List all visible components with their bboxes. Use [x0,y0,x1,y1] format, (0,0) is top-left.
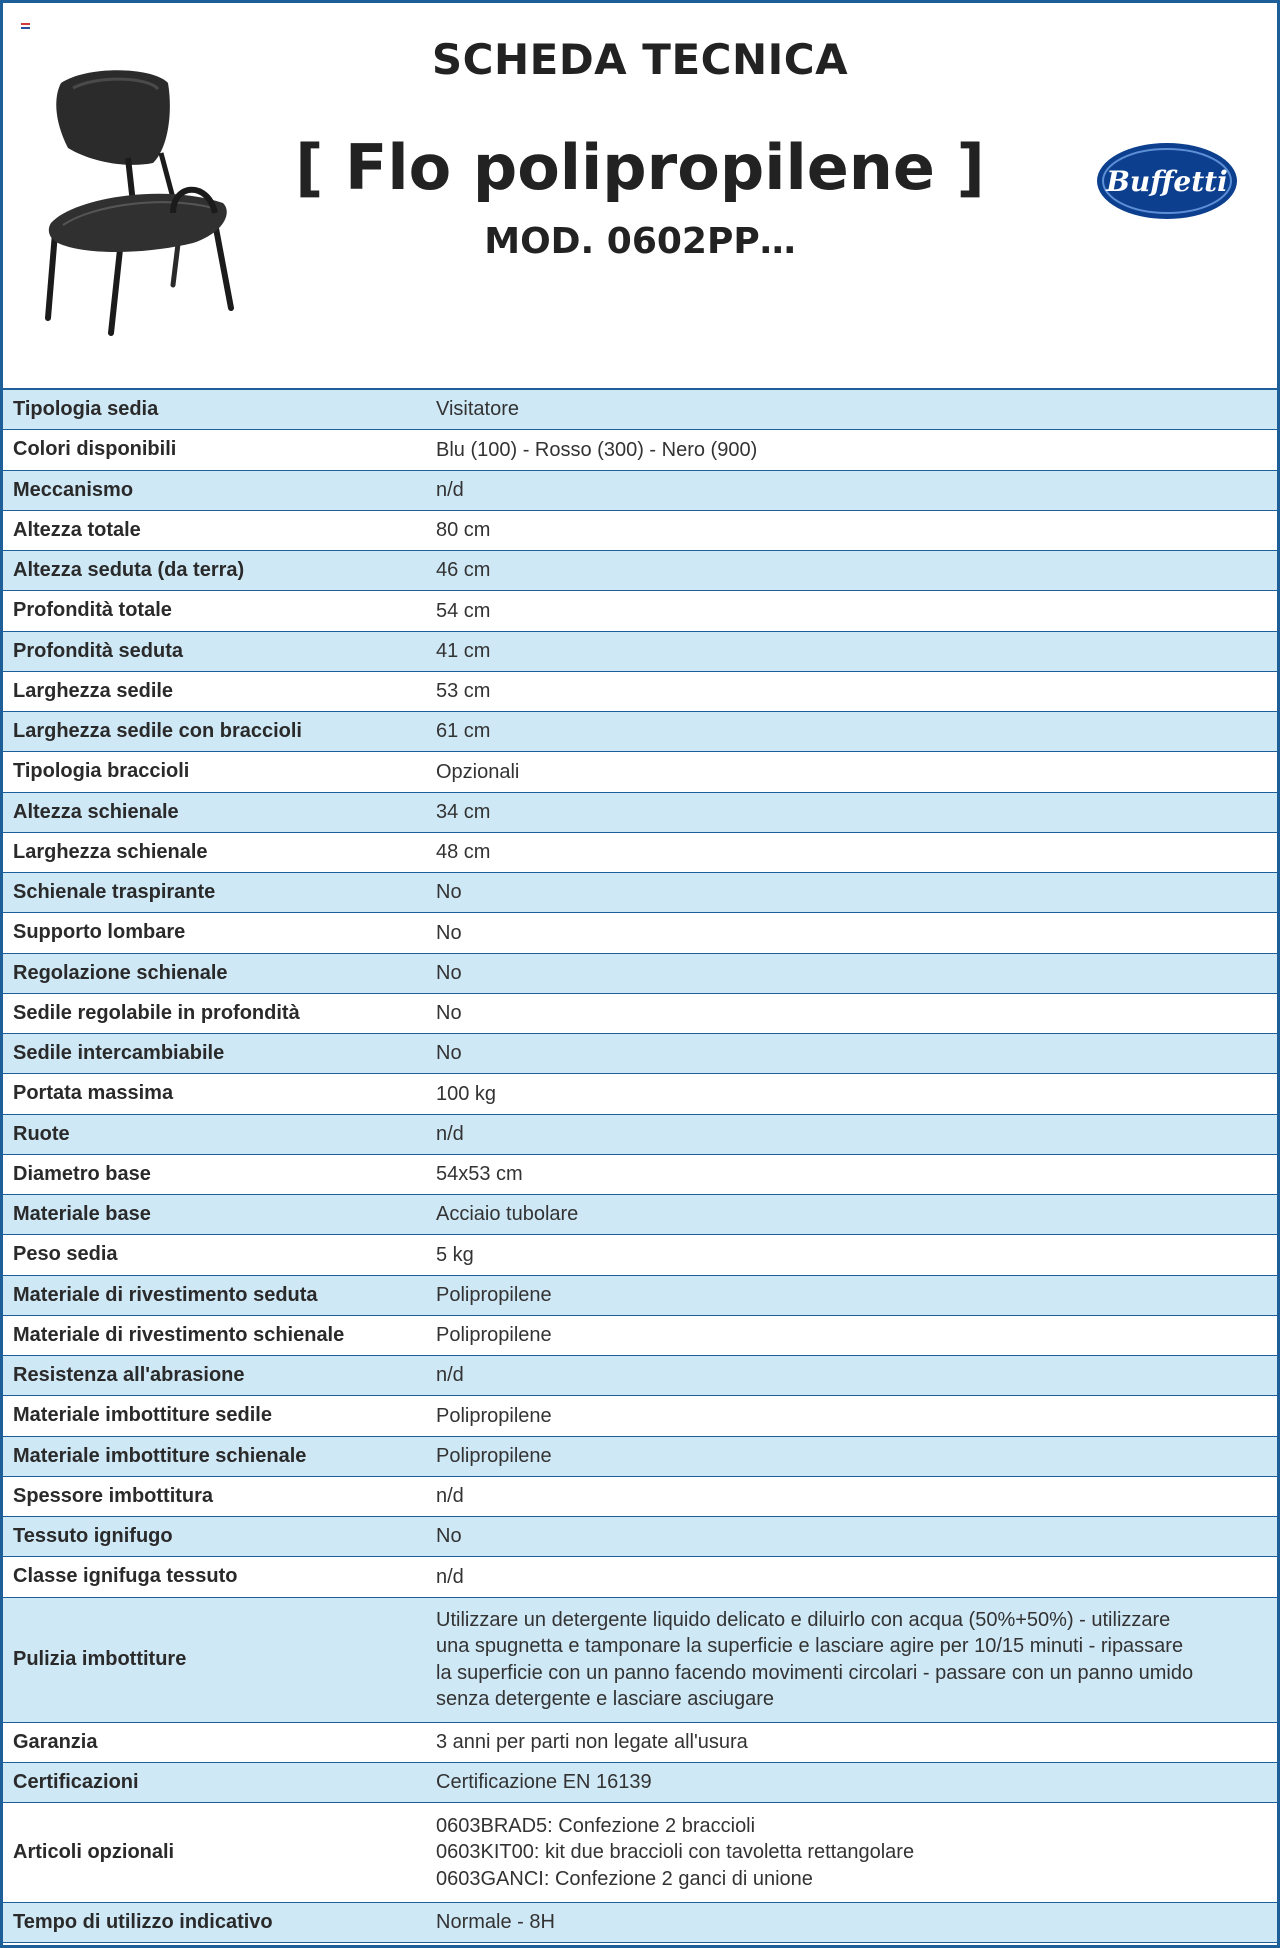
spec-label: Materiale base [13,1203,151,1226]
spec-value: 41 cm [436,639,491,662]
spec-label: Resistenza all'abrasione [13,1364,245,1387]
sheet-title: SCHEDA TECNICA [431,35,849,84]
spec-label: Regolazione schienale [13,961,228,984]
spec-label: Altezza seduta (da terra) [13,559,245,582]
spec-label: Tessuto ignifugo [13,1525,173,1548]
spec-row [3,1396,1277,1436]
spec-value: 54 cm [436,599,491,622]
spec-row [3,430,1277,470]
spec-label: Schienale traspirante [13,881,216,904]
spec-value: No [436,1042,462,1065]
spec-label: Colori disponibili [13,438,177,461]
spec-value: n/d [436,1122,464,1145]
spec-row [3,1903,1277,1943]
sheet-header [3,3,1277,388]
spec-value: 34 cm [436,800,491,823]
spec-label: Articoli opzionali [13,1841,175,1863]
spec-row [3,1316,1277,1356]
spec-label: Peso sedia [13,1243,118,1266]
spec-value: Polipropilene [436,1444,552,1467]
spec-label: Materiale imbottiture schienale [13,1444,307,1467]
spec-row [3,1356,1277,1396]
spec-label: Ruote [13,1122,70,1145]
spec-value: No [436,1002,462,1025]
spec-row [3,752,1277,792]
spec-row [3,873,1277,913]
spec-row [3,1115,1277,1155]
model-code: MOD. 0602PP… [484,221,796,262]
spec-value [436,1607,1277,1713]
spec-label: Altezza schienale [13,800,179,823]
spec-label: Larghezza sedile [13,679,174,702]
spec-row [3,1763,1277,1803]
spec-label: Materiale di rivestimento schienale [13,1323,345,1346]
spec-label: Altezza totale [13,518,141,541]
spec-value: 3 anni per parti non legate all'usura [436,1730,748,1753]
spec-value: 46 cm [436,559,491,582]
spec-value: 54x53 cm [436,1163,523,1186]
spec-label: Sedile intercambiabile [13,1042,225,1065]
spec-row [3,1517,1277,1557]
spec-label: Materiale di rivestimento seduta [13,1283,318,1306]
spec-row [3,632,1277,672]
spec-value: Acciaio tubolare [436,1203,579,1226]
spec-value: Certificazione EN 16139 [436,1771,652,1794]
spec-value: No [436,961,462,984]
spec-value: Polipropilene [436,1283,552,1306]
spec-label: Diametro base [13,1162,151,1185]
spec-label: Profondità seduta [13,639,184,662]
spec-value: 80 cm [436,519,491,542]
spec-label: Profondità totale [13,599,172,622]
spec-row [3,1803,1277,1903]
spec-value: No [436,1525,462,1548]
spec-row [3,913,1277,953]
spec-value: No [436,881,462,904]
spec-label: Tipologia sedia [13,398,159,421]
chair-product-image [33,63,253,353]
spec-row [3,994,1277,1034]
buffetti-logo [1095,141,1239,221]
spec-value: n/d [436,1565,464,1588]
spec-row [3,672,1277,712]
spec-row [3,1477,1277,1517]
spec-value: 100 kg [436,1082,497,1105]
spec-label: Larghezza sedile con braccioli [13,720,302,743]
spec-value: 53 cm [436,680,491,703]
spec-value: No [436,921,462,944]
spec-value: n/d [436,478,464,501]
spec-value-line: 0603BRAD5: Confezione 2 braccioli [436,1814,756,1837]
svg-text:Buffetti: Buffetti [1106,165,1228,198]
spec-label: Garanzia [13,1730,98,1753]
spec-value-line: 0603KIT00: kit due braccioli con tavoletta rettangolare [436,1841,915,1864]
spec-row [3,551,1277,591]
spec-value: Blu (100) - Rosso (300) - Nero (900) [436,438,758,461]
spec-row [3,1034,1277,1074]
product-name: [ Flo polipropilene ] [295,131,985,204]
spec-value: 61 cm [436,720,491,743]
spec-value-line: senza detergente e lasciare asciugare [436,1688,774,1710]
spec-label: Tipologia braccioli [13,760,190,783]
spec-row [3,1557,1277,1597]
spec-row [3,591,1277,631]
spec-value: Polipropilene [436,1404,552,1427]
spec-label: Certificazioni [13,1770,139,1793]
spec-label: Spessore imbottitura [13,1484,214,1507]
spec-value-line: una spugnetta e tamponare la superficie e lasciare agire per 10/15 minuti - ripassare [436,1635,1184,1657]
spec-value: n/d [436,1485,464,1508]
spec-row [3,712,1277,752]
spec-value: Opzionali [436,760,520,783]
spec-row [3,1074,1277,1114]
spec-row [3,511,1277,551]
spec-row [3,793,1277,833]
spec-table [3,388,1277,1943]
spec-label: Classe ignifuga tessuto [13,1565,238,1588]
spec-row [3,1195,1277,1235]
spec-value: 48 cm [436,841,491,864]
spec-label: Sedile regolabile in profondità [13,1001,300,1024]
spec-value-line: 0603GANCI: Confezione 2 ganci di unione [436,1867,813,1890]
spec-row [3,1276,1277,1316]
spec-label: Pulizia imbottiture [13,1648,187,1670]
spec-value: 5 kg [436,1243,474,1266]
spec-row [3,1155,1277,1195]
language-flag-icon[interactable] [21,23,30,29]
spec-label: Meccanismo [13,478,134,501]
spec-label: Materiale imbottiture sedile [13,1404,272,1427]
spec-label: Portata massima [13,1082,174,1105]
spec-value-line: Utilizzare un detergente liquido delicato e diluirlo con acqua (50%+50%) - utilizzare [436,1608,1171,1631]
spec-value-line: la superficie con un panno facendo movimenti circolari - passare con un panno umido [436,1661,1194,1684]
spec-label: Supporto lombare [13,921,186,944]
spec-row [3,471,1277,511]
spec-row [3,1598,1277,1723]
spec-row [3,1437,1277,1477]
spec-row [3,1235,1277,1275]
spec-value: Visitatore [436,398,520,421]
spec-value [436,1813,1277,1893]
spec-label: Larghezza schienale [13,840,208,863]
spec-label: Tempo di utilizzo indicativo [13,1911,273,1934]
spec-value: n/d [436,1364,464,1387]
spec-value: Normale - 8H [436,1911,555,1934]
spec-row [3,1723,1277,1763]
spec-row [3,833,1277,873]
spec-row [3,954,1277,994]
spec-value: Polipropilene [436,1324,552,1347]
spec-row [3,390,1277,430]
